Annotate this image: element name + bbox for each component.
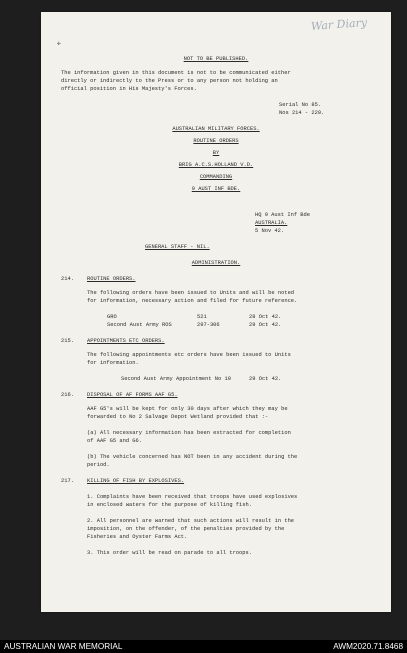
section-214-body-1: The following orders have been issued to Units and will be noted xyxy=(87,290,295,296)
section-216-a-1: (a) All necessary information has been extracted for completion xyxy=(87,430,291,436)
brigadier-name: BRIG A.C.S.HOLLAND V.D. xyxy=(178,162,254,168)
footer-accession-number: AWM2020.71.8468 xyxy=(333,642,403,651)
section-216-b-2: period. xyxy=(87,462,110,468)
notice-line-2: directly or indirectly to the Press or to any person not holding an xyxy=(61,78,278,84)
section-216-body-2: forwarded to No 2 Salvage Depot Wetland provided that :- xyxy=(87,414,269,420)
header-not-published: NOT TO BE PUBLISHED. xyxy=(183,56,249,62)
section-216-b-1: (b) The vehicle concerned has NOT been in any accident during the xyxy=(87,454,298,460)
section-215-body-1: The following appointments etc orders have been issued to Units xyxy=(87,352,291,358)
section-217-p1-2: in enclosed waters for the purpose of killing fish. xyxy=(87,502,252,508)
section-217-p1-1: 1. Complaints have been received that troops have used explosives xyxy=(87,494,298,500)
place-line: AUSTRALIA. xyxy=(255,220,288,226)
section-217-title: KILLING OF FISH BY EXPLOSIVES. xyxy=(87,478,185,484)
section-214-row2-date: 29 Oct 42. xyxy=(249,322,282,328)
date-line: 5 Nov 42. xyxy=(255,228,285,234)
order-numbers: Nos 214 - 220. xyxy=(279,110,325,116)
section-214-row1-ref: GRO xyxy=(107,314,117,320)
force-title: AUSTRALIAN MILITARY FORCES. xyxy=(172,126,260,132)
footer-institution: AUSTRALIAN WAR MEMORIAL xyxy=(4,642,123,651)
section-217-p2-1: 2. All personnel are warned that such actions will result in the xyxy=(87,518,295,524)
administration-heading: ADMINISTRATION. xyxy=(191,260,241,266)
section-215-row1-date: 29 Oct 42. xyxy=(249,376,282,382)
archive-footer-bar xyxy=(0,640,407,653)
section-215-number: 215. xyxy=(61,338,74,344)
corner-mark-icon: ✢ xyxy=(57,40,61,47)
section-216-body-1: AAF G5's will be kept for only 30 days after which they may be xyxy=(87,406,288,412)
notice-line-3: official position in His Majesty's Forces. xyxy=(61,86,197,92)
section-216-title: DISPOSAL OF AF FORMS AAF G5. xyxy=(87,392,178,398)
section-217-p2-3: Fisheries and Oyster Farms Act. xyxy=(87,534,188,540)
section-217-number: 217. xyxy=(61,478,74,484)
section-214-number: 214. xyxy=(61,276,74,282)
section-217-p2-2: imposition, on the offender, of the penalties provided by the xyxy=(87,526,285,532)
section-215-body-2: for information. xyxy=(87,360,139,366)
notice-line-1: The information given in this document is not to be communicated either xyxy=(61,70,291,76)
section-214-row1-num: 521 xyxy=(197,314,207,320)
section-215-row1-ref: Second Aust Army Appointment No 10 xyxy=(121,376,231,382)
section-216-a-2: of AAF G5 and G6. xyxy=(87,438,142,444)
serial-number: Serial No 85. xyxy=(279,102,322,108)
section-214-row2-ref: Second Aust Army ROS xyxy=(107,322,172,328)
section-216-number: 216. xyxy=(61,392,74,398)
by-label: BY xyxy=(212,150,220,156)
document-page xyxy=(41,12,391,612)
section-214-row1-date: 28 Oct 42. xyxy=(249,314,282,320)
section-217-p3: 3. This order will be read on parade to all troops. xyxy=(87,550,252,556)
section-215-title: APPOINTMENTS ETC ORDERS. xyxy=(87,338,165,344)
commanding-label: COMMANDING xyxy=(199,174,233,180)
unit-name: 9 AUST INF BDE. xyxy=(191,186,241,192)
section-214-row2-num: 297-306 xyxy=(197,322,220,328)
section-214-title: ROUTINE ORDERS. xyxy=(87,276,136,282)
hq-line: HQ 9 Aust Inf Bde xyxy=(255,212,310,218)
orders-title: ROUTINE ORDERS xyxy=(193,138,239,144)
section-214-body-2: for information, necessary action and filed for future reference. xyxy=(87,298,298,304)
general-staff-heading: GENERAL STAFF - NIL. xyxy=(145,244,210,250)
war-diary-handwritten-note: War Diary xyxy=(310,16,368,33)
